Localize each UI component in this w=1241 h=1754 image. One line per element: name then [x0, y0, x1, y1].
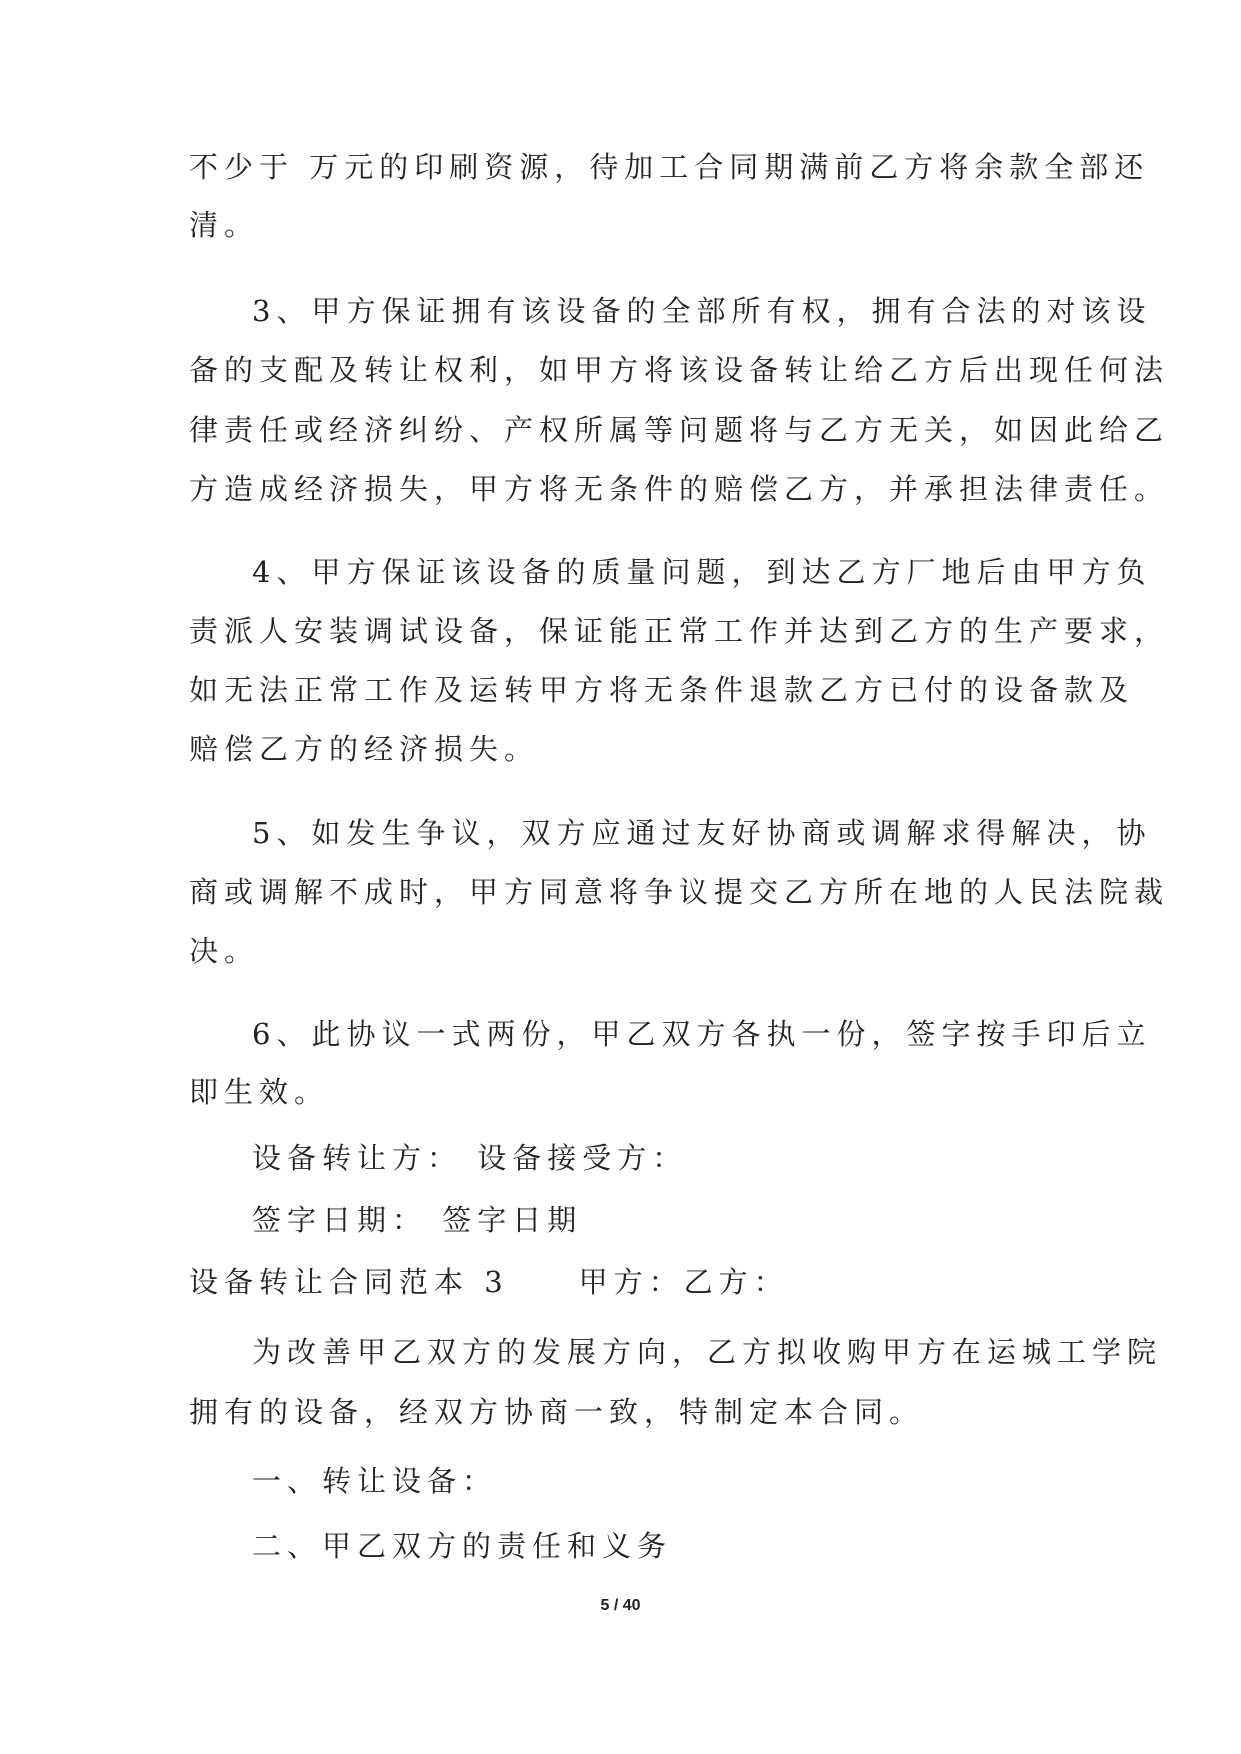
section-heading: 设备转让合同范本 3 甲方：乙方：	[189, 1265, 789, 1299]
text-line: 6、此协议一式两份，甲乙双方各执一份，签字按手印后立	[252, 1017, 1152, 1051]
signature-line: 设备转让方： 设备接受方：	[252, 1141, 688, 1175]
text-line: 律责任或经济纠纷、产权所属等问题将与乙方无关，如因此给乙	[189, 413, 1170, 447]
text-line: 即生效。	[189, 1075, 330, 1109]
text-line: 商或调解不成时，甲方同意将争议提交乙方所在地的人民法院裁	[189, 875, 1170, 909]
text-line: 备的支配及转让权利，如甲方将该设备转让给乙方后出现任何法	[189, 353, 1170, 387]
text-line: 4、甲方保证该设备的质量问题，到达乙方厂地后由甲方负	[252, 555, 1152, 589]
text-line: 5、如发生争议，双方应通过友好协商或调解求得解决，协	[252, 816, 1152, 850]
text-line: 方造成经济损失，甲方将无条件的赔偿乙方，并承担法律责任。	[189, 472, 1170, 506]
text-line: 为改善甲乙双方的发展方向，乙方拟收购甲方在运城工学院	[252, 1335, 1163, 1369]
text-line: 不少于 万元的印刷资源，待加工合同期满前乙方将余款全部还	[189, 150, 1150, 184]
text-line: 一、转让设备：	[252, 1464, 498, 1498]
text-line: 3、甲方保证拥有该设备的全部所有权，拥有合法的对该设	[252, 294, 1152, 328]
text-line: 赔偿乙方的经济损失。	[189, 732, 540, 766]
text-line: 二、甲乙双方的责任和义务	[252, 1529, 673, 1563]
date-line: 签字日期： 签字日期	[252, 1203, 583, 1237]
page-number: 5 / 40	[600, 1597, 641, 1614]
text-line: 拥有的设备，经双方协商一致，特制定本合同。	[189, 1395, 925, 1429]
text-line: 清。	[189, 208, 260, 242]
text-line: 责派人安装调试设备，保证能正常工作并达到乙方的生产要求，	[189, 614, 1170, 648]
text-line: 如无法正常工作及运转甲方将无条件退款乙方已付的设备款及	[189, 673, 1135, 707]
text-line: 决。	[189, 934, 260, 968]
